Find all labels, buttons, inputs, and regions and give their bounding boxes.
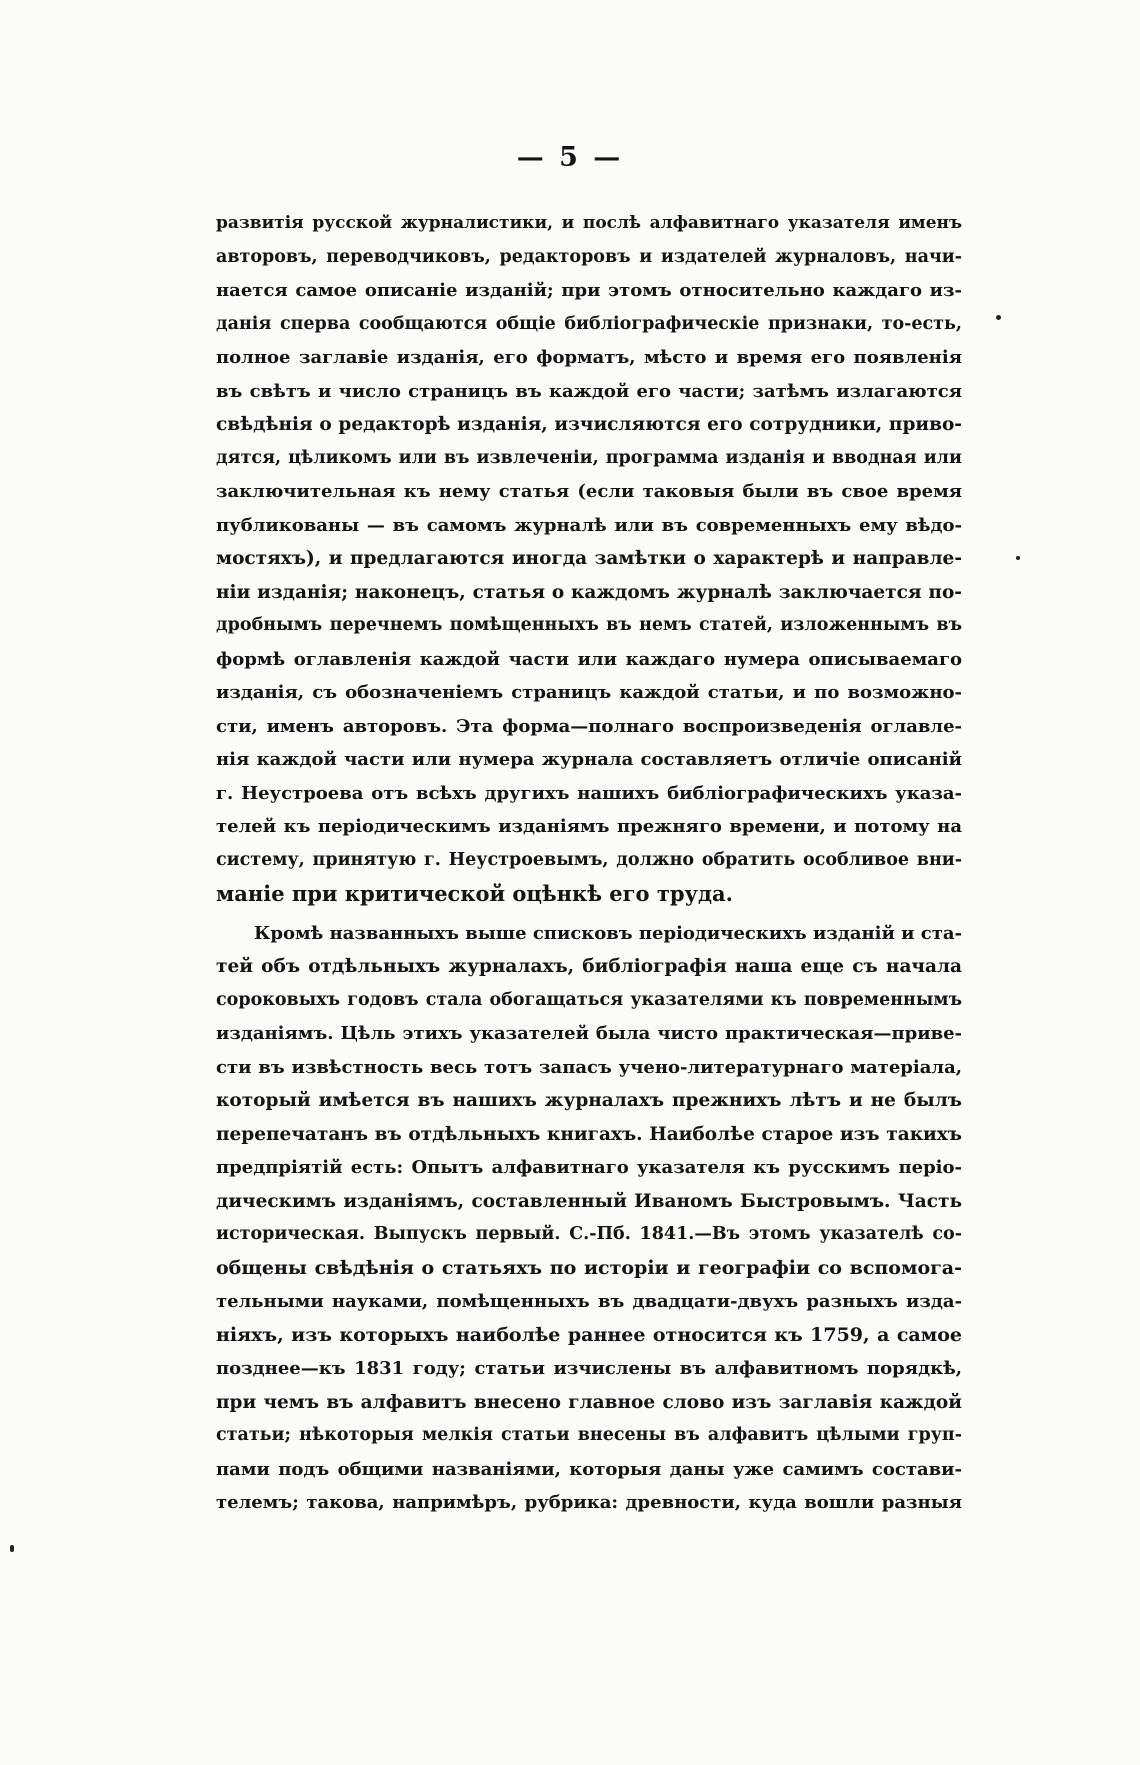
text-line: полное заглавіе изданія, его форматъ, мѣсто и время его появленія	[216, 347, 962, 368]
text-line: при чемъ въ алфавитъ внесено главное слово изъ заглавія каждой	[216, 1391, 962, 1413]
text-line: изданіямъ. Цѣль этихъ указателей была чисто практическая—приве-	[216, 1023, 962, 1044]
scan-speck	[996, 315, 1001, 320]
text-line: дятся, цѣликомъ или въ извлеченіи, программа изданія и вводная или	[216, 447, 962, 468]
text-line: Кромѣ названныхъ выше списковъ періодическихъ изданій и ста-	[254, 922, 963, 944]
page-number: — 5 —	[516, 142, 624, 173]
text-line: заключительная къ нему статья (если таковыя были въ свое время	[216, 481, 962, 502]
text-line: развитія русской журналистики, и послѣ алфавитнаго указателя именъ	[216, 213, 962, 233]
paragraph-2	[216, 917, 962, 1520]
text-line: сти въ извѣстность весь тотъ запасъ учено-литературнаго матеріала,	[216, 1056, 962, 1078]
text-line: публикованы — въ самомъ журналѣ или въ современныхъ ему вѣдо-	[216, 514, 962, 536]
text-line: мостяхъ), и предлагаются иногда замѣтки о характерѣ и направле-	[216, 548, 962, 569]
text-line: перепечатанъ въ отдѣльныхъ книгахъ. Наиболѣе старое изъ такихъ	[216, 1123, 962, 1145]
text-line: ніи изданія; наконецъ, статья о каждомъ журналѣ заключается по-	[216, 581, 962, 603]
text-line: сороковыхъ годовъ стала обогащаться указателями къ повременнымъ	[216, 989, 962, 1010]
text-line: пами подъ общими названіями, которыя даны уже самимъ состави-	[216, 1458, 962, 1480]
text-line: данія сперва сообщаются общіе библіографическіе признаки, то-есть,	[216, 313, 962, 334]
body-text	[216, 207, 962, 1520]
text-line: общены свѣдѣнія о статьяхъ по исторіи и географіи со вспомога-	[216, 1256, 962, 1279]
scan-speck	[1016, 556, 1020, 560]
text-line: авторовъ, переводчиковъ, редакторовъ и издателей журналовъ, начи-	[216, 246, 962, 267]
text-line: предпріятій есть: Опытъ алфавитнаго указателя къ русскимъ періо-	[216, 1157, 962, 1178]
text-line: систему, принятую г. Неустроевымъ, должно обратить особливое вни-	[216, 849, 962, 870]
text-line: телей къ періодическимъ изданіямъ прежняго времени, и потому на	[216, 816, 962, 837]
text-line: позднее—къ 1831 году; статьи изчислены въ алфавитномъ порядкѣ,	[216, 1358, 962, 1379]
text-line: г. Неустроева отъ всѣхъ другихъ нашихъ библіографическихъ указа-	[216, 782, 962, 804]
text-line: ніяхъ, изъ которыхъ наиболѣе раннее относится къ 1759, а самое	[216, 1323, 962, 1346]
text-line: формѣ оглавленія каждой части или каждаго нумера описываемаго	[216, 648, 962, 670]
text-line: нается самое описаніе изданій; при этомъ относительно каждаго из-	[216, 280, 962, 301]
text-line: нія каждой части или нумера журнала составляетъ отличіе описаній	[216, 749, 962, 770]
text-line: историческая. Выпускъ первый. С.-Пб. 1841.—Въ этомъ указателѣ со-	[216, 1224, 962, 1244]
paragraph-1	[216, 207, 962, 911]
text-line: маніе при критической оцѣнкѣ его труда.	[216, 881, 733, 906]
text-line: тельными науками, помѣщенныхъ въ двадцати-двухъ разныхъ изда-	[216, 1291, 962, 1312]
text-line: который имѣется въ нашихъ журналахъ прежнихъ лѣтъ и не былъ	[216, 1090, 962, 1111]
text-line: свѣдѣнія о редакторѣ изданія, изчисляются его сотрудники, приво-	[216, 414, 962, 435]
text-line: въ свѣтъ и число страницъ въ каждой его части; затѣмъ излагаются	[216, 380, 962, 402]
text-line: дробнымъ перечнемъ помѣщенныхъ въ немъ статей, изложеннымъ въ	[216, 615, 962, 635]
text-line: дическимъ изданіямъ, составленный Иваномъ Быстровымъ. Часть	[216, 1190, 962, 1212]
text-line: тей объ отдѣльныхъ журналахъ, библіографія наша еще съ начала	[216, 956, 962, 977]
text-line: телемъ; такова, напримѣръ, рубрика: древности, куда вошли разныя	[216, 1492, 962, 1513]
scan-speck	[10, 1545, 14, 1552]
text-line: сти, именъ авторовъ. Эта форма—полнаго воспроизведенія оглавле-	[216, 715, 962, 737]
text-line: изданія, съ обозначеніемъ страницъ каждой статьи, и по возможно-	[216, 682, 962, 703]
text-line: статьи; нѣкоторыя мелкія статьи внесены въ алфавитъ цѣлыми груп-	[216, 1425, 962, 1445]
